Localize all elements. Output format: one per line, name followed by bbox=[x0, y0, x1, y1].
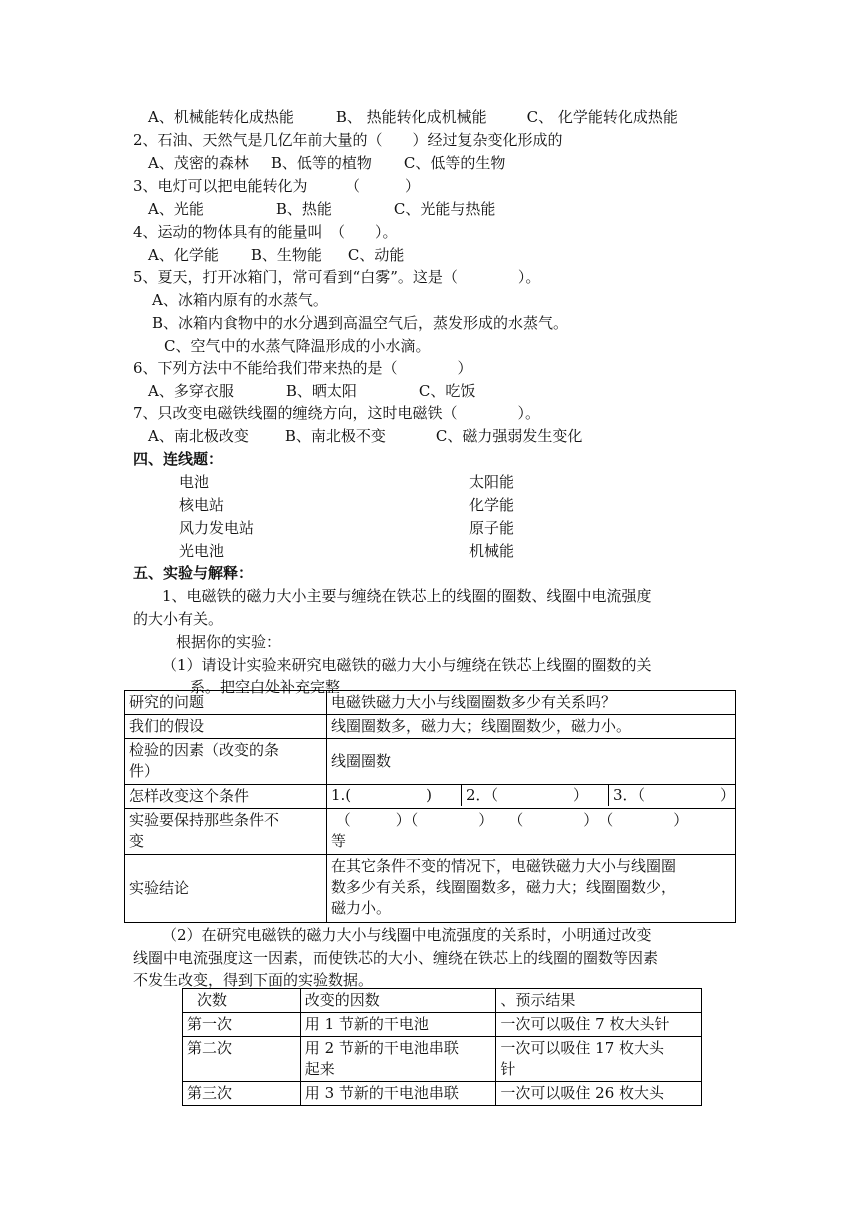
table1-cell-factor-value: 线圈圈数 bbox=[326, 739, 735, 785]
q1-option-b: B、 热能转化成机械能 bbox=[335, 108, 487, 126]
q1-options bbox=[148, 107, 678, 127]
match-right-3: 原子能 bbox=[469, 519, 515, 537]
q5-option-c: C、空气中的水蒸气降温形成的小水滴。 bbox=[164, 337, 431, 355]
match-left-4: 光电池 bbox=[179, 542, 225, 560]
table2-cell-factor bbox=[300, 1037, 496, 1082]
table2-header-factor: 改变的因数 bbox=[300, 989, 496, 1013]
q2-option-c: C、低等的生物 bbox=[403, 154, 506, 172]
q6-stem: 6、下列方法中不能给我们带来热的是（ ） bbox=[133, 359, 473, 377]
table-row bbox=[183, 1082, 702, 1106]
table-row bbox=[125, 785, 736, 809]
q7-stem: 7、只改变电磁铁线圈的缠绕方向，这时电磁铁（ ）。 bbox=[133, 404, 541, 422]
table-row bbox=[125, 691, 736, 715]
q7-options bbox=[148, 426, 582, 446]
table-row bbox=[183, 989, 702, 1013]
table1-cell-hypothesis-label: 我们的假设 bbox=[125, 715, 327, 739]
q4-option-a: A、化学能 bbox=[148, 246, 219, 264]
change-blank-3[interactable]: 3．（ ） bbox=[608, 785, 735, 806]
q3-option-a: A、光能 bbox=[148, 200, 204, 218]
table2-cell-result: 一次可以吸住 26 枚大头 bbox=[496, 1082, 702, 1106]
table2-cell-factor: 用 1 节新的干电池 bbox=[300, 1013, 496, 1037]
q7-option-b: B、南北极不变 bbox=[284, 427, 386, 445]
constant-blanks[interactable]: （ ）（ ） （ ） （ ） bbox=[330, 811, 689, 829]
q4-stem: 4、运动的物体具有的能量叫 （ ）。 bbox=[133, 223, 398, 241]
experiment-design-table bbox=[124, 690, 736, 923]
q7-option-c: C、磁力强弱发生变化 bbox=[435, 427, 583, 445]
match-left-3: 风力发电站 bbox=[179, 519, 255, 537]
table2-header-count: 次数 bbox=[183, 989, 301, 1013]
change-blank-1[interactable]: 1.( ) bbox=[330, 786, 432, 804]
table1-cell-hypothesis-value: 线圈圈数多，磁力大；线圈圈数少，磁力小。 bbox=[326, 715, 735, 739]
constant-etc: 等 bbox=[330, 832, 346, 850]
table2-cell-factor: 用 3 节新的干电池串联 bbox=[300, 1082, 496, 1106]
section5-basis: 根据你的实验： bbox=[176, 633, 282, 651]
factor-line2: 起来 bbox=[304, 1060, 335, 1078]
task2-line1: （2）在研究电磁铁的磁力大小与线圈中电流强度的关系时，小明通过改变 bbox=[162, 926, 652, 944]
q6-option-c: C、吃饭 bbox=[418, 382, 476, 400]
table2-cell-count: 第二次 bbox=[183, 1037, 301, 1082]
table1-cell-factor-label bbox=[125, 739, 327, 785]
section5-intro-line2: 的大小有关。 bbox=[133, 610, 224, 628]
q6-options bbox=[148, 381, 475, 401]
section5-title: 五、实验与解释： bbox=[133, 564, 254, 582]
table1-cell-question-value: 电磁铁磁力大小与线圈圈数多少有关系吗？ bbox=[326, 691, 735, 715]
task1-line1: （1）请设计实验来研究电磁铁的磁力大小与缠绕在铁芯上线圈的圈数的关 bbox=[162, 656, 652, 674]
q6-option-a: A、多穿衣服 bbox=[148, 382, 234, 400]
table1-cell-constant-value[interactable] bbox=[326, 809, 735, 855]
table-row bbox=[125, 739, 736, 785]
q5-stem: 5、夏天，打开冰箱门，常可看到“白雾”。这是（ ）。 bbox=[133, 268, 541, 286]
q3-stem: 3、电灯可以把电能转化为 （ ） bbox=[133, 177, 421, 195]
experiment-data-table bbox=[182, 988, 702, 1106]
table-row bbox=[125, 809, 736, 855]
match-left-1: 电池 bbox=[179, 473, 210, 491]
match-right-2: 化学能 bbox=[469, 496, 515, 514]
factor-label-line1: 检验的因素（改变的条 bbox=[129, 741, 280, 759]
table1-cell-constant-label bbox=[125, 809, 327, 855]
factor-line1: 用 2 节新的干电池串联 bbox=[304, 1039, 459, 1057]
q4-options bbox=[148, 245, 404, 265]
q5-option-a: A、冰箱内原有的水蒸气。 bbox=[152, 291, 328, 309]
conclusion-line2: 数多少有关系，线圈圈数多，磁力大；线圈圈数少， bbox=[330, 878, 676, 896]
q3-options bbox=[148, 199, 495, 219]
q3-option-b: B、热能 bbox=[275, 200, 332, 218]
table-row bbox=[125, 855, 736, 923]
table-row bbox=[183, 1013, 702, 1037]
match-left-2: 核电站 bbox=[179, 496, 225, 514]
table1-cell-conclusion-label: 实验结论 bbox=[125, 855, 327, 923]
q2-option-a: A、茂密的森林 bbox=[148, 154, 249, 172]
q2-option-b: B、低等的植物 bbox=[270, 154, 372, 172]
table1-cell-question-label: 研究的问题 bbox=[125, 691, 327, 715]
q3-option-c: C、光能与热能 bbox=[393, 200, 496, 218]
q4-option-b: B、生物能 bbox=[250, 246, 322, 264]
q5-option-b: B、冰箱内食物中的水分遇到高温空气后，蒸发形成的水蒸气。 bbox=[152, 314, 569, 332]
q2-stem: 2、石油、天然气是几亿年前大量的（ ）经过复杂变化形成的 bbox=[133, 131, 563, 149]
factor-label-line2: 件） bbox=[129, 762, 160, 780]
task2-line2: 线圈中电流强度这一因素，而使铁芯的大小、缠绕在铁芯上的线圈的圈数等因素 bbox=[133, 949, 659, 967]
table1-cell-conclusion-value bbox=[326, 855, 735, 923]
constant-label-line1: 实验要保持那些条件不 bbox=[129, 811, 280, 829]
change-blank-2[interactable]: 2．（ ） bbox=[461, 785, 608, 806]
constant-label-line2: 变 bbox=[129, 832, 145, 850]
q7-option-a: A、南北极改变 bbox=[148, 427, 249, 445]
section4-title: 四、连线题： bbox=[133, 450, 224, 468]
q1-option-a: A、机械能转化成热能 bbox=[148, 108, 294, 126]
table2-cell-result: 一次可以吸住 7 枚大头针 bbox=[496, 1013, 702, 1037]
conclusion-line3: 磁力小。 bbox=[330, 899, 391, 917]
section5-intro-line1: 1、电磁铁的磁力大小主要与缠绕在铁芯上的线圈的圈数、线圈中电流强度 bbox=[162, 587, 652, 605]
table-row bbox=[125, 715, 736, 739]
result-line2: 针 bbox=[500, 1060, 516, 1078]
table1-cell-change-value bbox=[326, 785, 735, 809]
task2-line3: 不发生改变，得到下面的实验数据。 bbox=[133, 971, 374, 989]
table-row bbox=[183, 1037, 702, 1082]
task1-line2: 系。把空白处补充完整 bbox=[190, 678, 341, 696]
table2-cell-result bbox=[496, 1037, 702, 1082]
match-right-4: 机械能 bbox=[469, 542, 515, 560]
table2-cell-count: 第三次 bbox=[183, 1082, 301, 1106]
conclusion-line1: 在其它条件不变的情况下，电磁铁磁力大小与线圈圈 bbox=[330, 857, 676, 875]
q4-option-c: C、动能 bbox=[347, 246, 405, 264]
match-right-1: 太阳能 bbox=[469, 473, 515, 491]
q1-option-c: C、 化学能转化成热能 bbox=[526, 108, 678, 126]
table2-cell-count: 第一次 bbox=[183, 1013, 301, 1037]
q2-options bbox=[148, 153, 505, 173]
table1-cell-change-label: 怎样改变这个条件 bbox=[125, 785, 327, 809]
table2-header-result: 、预示结果 bbox=[496, 989, 702, 1013]
q6-option-b: B、晒太阳 bbox=[285, 382, 357, 400]
result-line1: 一次可以吸住 17 枚大头 bbox=[500, 1039, 665, 1057]
